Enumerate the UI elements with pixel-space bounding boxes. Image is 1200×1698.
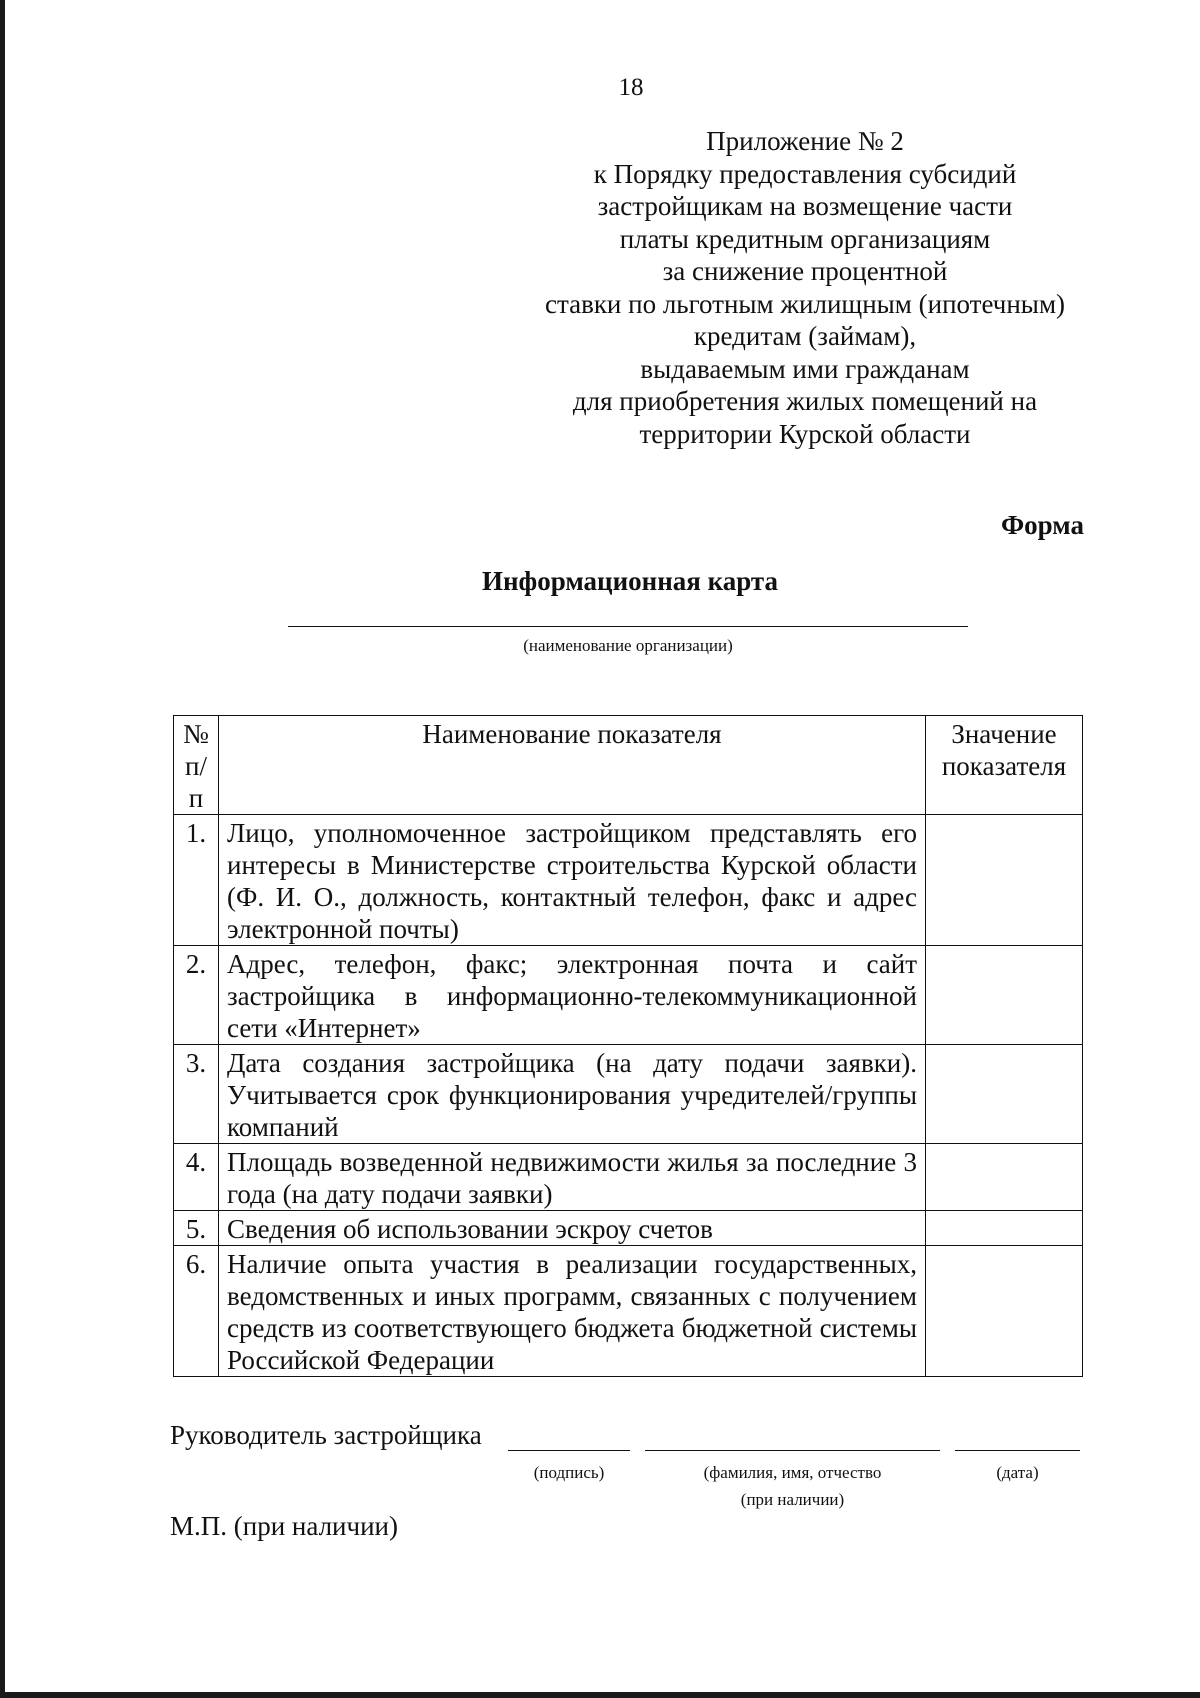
row-indicator-name: Наличие опыта участия в реализации государственных, ведомственных и иных программ, связанных с получением средств из соответствующего бюджета бюджетной системы Российской Федерации xyxy=(219,1246,926,1377)
table-row xyxy=(174,1144,1083,1211)
appendix-line: за снижение процентной xyxy=(662,256,948,286)
row-number: 6. xyxy=(174,1246,219,1377)
row-indicator-name: Сведения об использовании эскроу счетов xyxy=(219,1211,926,1246)
row-indicator-value[interactable] xyxy=(926,1246,1083,1377)
stamp-note: М.П. (при наличии) xyxy=(170,1511,398,1541)
page-number: 18 xyxy=(618,74,644,101)
table-row xyxy=(174,946,1083,1045)
header-indicator-value: Значение показателя xyxy=(926,716,1083,815)
full-name-caption-line: (при наличии) xyxy=(740,1490,845,1509)
row-indicator-name: Адрес, телефон, факс; электронная почта и сайт застройщика в информационно-телекоммуникационной сети «Интернет» xyxy=(219,946,926,1045)
organization-caption: (наименование организации) xyxy=(523,636,733,655)
header-indicator-name: Наименование показателя xyxy=(219,716,926,815)
appendix-line: платы кредитным организациям xyxy=(619,223,991,254)
table-row xyxy=(174,815,1083,946)
row-indicator-value[interactable] xyxy=(926,1144,1083,1211)
appendix-line: ставки по льготным жилищным (ипотечным) xyxy=(544,288,1066,319)
row-indicator-value[interactable] xyxy=(926,815,1083,946)
signature-label: Руководитель застройщика xyxy=(170,1420,482,1450)
date-caption: (дата) xyxy=(996,1463,1039,1482)
row-indicator-name: Дата создания застройщика (на дату подачи заявки). Учитывается срок функционирования учредителей/группы компаний xyxy=(219,1045,926,1144)
row-number: 5. xyxy=(174,1211,219,1246)
appendix-line: территории Курской области xyxy=(639,418,971,449)
row-number: 1. xyxy=(174,815,219,946)
signature-caption: (подпись) xyxy=(533,1463,605,1482)
header-number: № п/ п xyxy=(174,716,219,815)
form-label: Форма xyxy=(1000,510,1084,540)
table-header-row xyxy=(174,716,1083,815)
date-line[interactable] xyxy=(955,1424,1080,1451)
full-name-line[interactable] xyxy=(645,1424,940,1451)
appendix-line: застройщикам на возмещение части xyxy=(597,191,1013,221)
row-indicator-name: Лицо, уполномоченное застройщиком представлять его интересы в Министерстве строительства Курской области (Ф. И. О., должность, контактный телефон, факс и адрес электронной почты) xyxy=(219,815,926,946)
row-indicator-value[interactable] xyxy=(926,1211,1083,1246)
document-title: Информационная карта xyxy=(481,566,779,596)
appendix-header xyxy=(520,125,1090,450)
table-row xyxy=(174,1211,1083,1246)
row-indicator-value[interactable] xyxy=(926,946,1083,1045)
appendix-line: к Порядку предоставления субсидий xyxy=(593,158,1017,189)
full-name-caption xyxy=(645,1459,940,1513)
row-number: 3. xyxy=(174,1045,219,1144)
signature-line[interactable] xyxy=(508,1424,630,1451)
appendix-line: для приобретения жилых помещений на xyxy=(572,386,1038,416)
table-row xyxy=(174,1246,1083,1377)
row-indicator-name: Площадь возведенной недвижимости жилья за последние 3 года (на дату подачи заявки) xyxy=(219,1144,926,1211)
appendix-line: кредитам (займам), xyxy=(693,321,917,351)
table-row xyxy=(174,1045,1083,1144)
full-name-caption-line: (фамилия, имя, отчество xyxy=(703,1463,882,1482)
organization-name-line xyxy=(288,626,968,627)
row-number: 4. xyxy=(174,1144,219,1211)
scan-edge-left xyxy=(0,0,5,1698)
row-indicator-value[interactable] xyxy=(926,1045,1083,1144)
appendix-line: Приложение № 2 xyxy=(706,126,904,156)
scan-edge-bottom xyxy=(0,1692,1200,1698)
row-number: 2. xyxy=(174,946,219,1045)
appendix-line: выдаваемым ими гражданам xyxy=(640,353,970,384)
indicator-table xyxy=(173,715,1083,1377)
